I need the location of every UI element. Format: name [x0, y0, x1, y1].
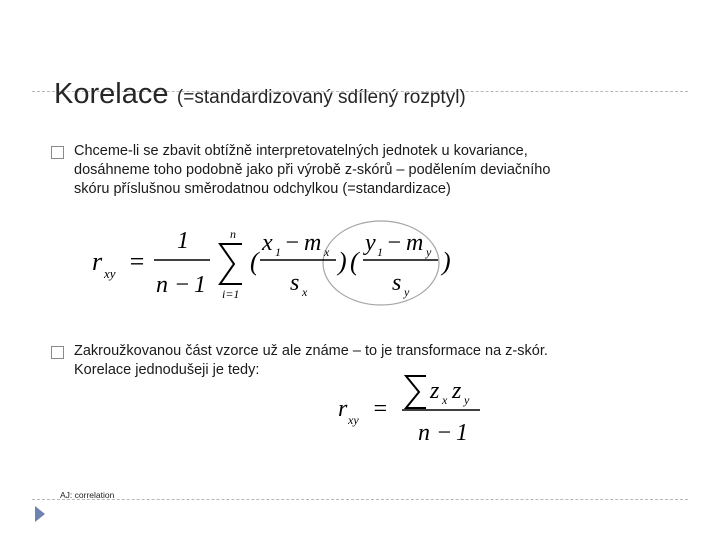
left-paren-2: (: [350, 247, 359, 276]
left-paren-1: (: [250, 247, 259, 276]
slide-title-subtitle: (=standardizovaný sdílený rozptyl): [176, 87, 466, 108]
correlation-formula-full: [80, 218, 500, 308]
correlation-formula-simple: [330, 368, 510, 448]
r-symbol: r: [92, 247, 103, 276]
r-subscript: xy: [104, 266, 116, 281]
r2-subscript: xy: [348, 413, 359, 427]
right-paren-1: ): [338, 247, 347, 276]
sd-y: s: [392, 270, 402, 296]
sum-sigma: [220, 244, 242, 284]
r2-symbol: r: [338, 396, 348, 422]
minus-y: −: [386, 230, 403, 256]
sum-lower-limit: i=1: [222, 287, 240, 301]
slide-title: [54, 78, 466, 111]
bullet-1-marker: [51, 146, 64, 159]
mean-x: m: [304, 230, 322, 256]
slide-title-main: Korelace: [54, 78, 169, 110]
bullet-1-line-3: skóru příslušnou směrodatnou odchylkou (=standardizace): [74, 181, 451, 197]
y-subscript: 1: [377, 245, 383, 259]
equals-sign-2: =: [372, 396, 389, 422]
sum-sigma-2: [406, 376, 426, 408]
denominator-one: 1: [194, 272, 206, 298]
x-variable: x: [262, 230, 273, 256]
z-x-symbol: z: [430, 378, 440, 404]
minus-x: −: [284, 230, 301, 256]
denominator2-n: n: [418, 420, 430, 446]
denominator2-minus: −: [436, 420, 453, 446]
fraction-numerator-one: 1: [177, 228, 189, 254]
z-x-subscript: x: [442, 393, 448, 407]
next-slide-arrow-icon[interactable]: [34, 505, 46, 523]
bullet-2-line-2: Korelace jednodušeji je tedy:: [74, 362, 260, 378]
denominator-n: n: [156, 272, 168, 298]
mean-x-subscript: x: [324, 245, 330, 259]
bullet-1-line-1: Chceme-li se zbavit obtížně interpretovatelných jednotek u kovariance,: [74, 143, 528, 159]
sd-x: s: [290, 270, 300, 296]
mean-y: m: [406, 230, 424, 256]
sum-upper-limit: n: [230, 227, 236, 241]
denominator-minus: −: [174, 272, 191, 298]
denominator2-one: 1: [456, 420, 468, 446]
equals-sign: =: [128, 247, 146, 276]
bullet-1-line-2: dosáhneme toho podobně jako při výrobě z-skórů – podělením deviačního: [74, 162, 551, 178]
footnote: AJ: correlation: [60, 490, 115, 500]
right-paren-2: ): [442, 247, 451, 276]
mean-y-subscript: y: [426, 245, 432, 259]
bullet-2-marker: [51, 346, 64, 359]
z-y-symbol: z: [452, 378, 462, 404]
x-subscript: 1: [275, 245, 281, 259]
z-y-subscript: y: [464, 393, 470, 407]
bullet-1-text: [74, 142, 664, 199]
footer-divider: [32, 499, 688, 500]
y-variable: y: [365, 230, 376, 256]
bullet-2-line-1: Zakroužkovanou část vzorce už ale známe – to je transformace na z-skór.: [74, 343, 548, 359]
sd-y-subscript: y: [404, 285, 410, 299]
sd-x-subscript: x: [302, 285, 308, 299]
